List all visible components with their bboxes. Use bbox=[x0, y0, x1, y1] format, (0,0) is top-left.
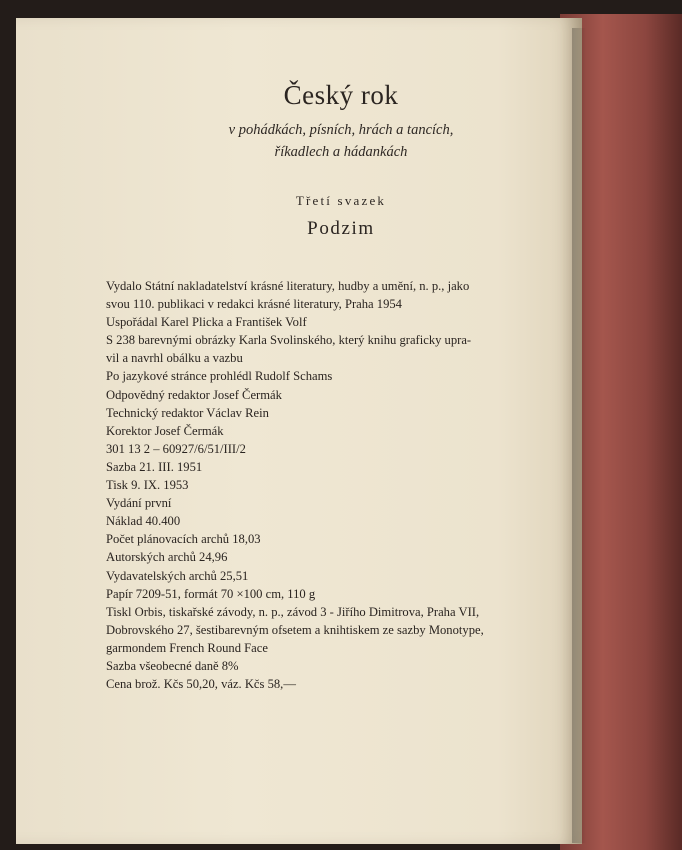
imprint-line: Autorských archů 24,96 bbox=[106, 550, 228, 565]
imprint-line: Korektor Josef Čermák bbox=[106, 423, 224, 438]
imprint-line: Odpovědný redaktor Josef Čermák bbox=[106, 387, 282, 402]
imprint-line: vil a navrhl obálku a vazbu bbox=[106, 351, 243, 366]
imprint-line: Papír 7209-51, formát 70 ×100 cm, 110 g bbox=[106, 586, 316, 601]
imprint-line: Náklad 40.400 bbox=[106, 514, 181, 529]
imprint-block bbox=[106, 277, 546, 693]
imprint-line: Uspořádal Karel Plicka a František Volf bbox=[106, 315, 307, 330]
imprint-line: Sazba 21. III. 1951 bbox=[106, 459, 203, 474]
imprint-line: S 238 barevnými obrázky Karla Svolinského, který knihu graficky upra- bbox=[106, 333, 472, 348]
imprint-line: Technický redaktor Václav Rein bbox=[106, 405, 269, 420]
imprint-line: Počet plánovacích archů 18,03 bbox=[106, 532, 261, 547]
imprint-line: Vydavatelských archů 25,51 bbox=[106, 568, 249, 583]
imprint-line: garmondem French Round Face bbox=[106, 640, 268, 655]
imprint-line: Po jazykové stránce prohlédl Rudolf Schams bbox=[106, 369, 333, 384]
imprint-line: Tisk 9. IX. 1953 bbox=[106, 478, 189, 493]
volume-title: Podzim bbox=[307, 218, 375, 239]
imprint-line: Vydalo Státní nakladatelství krásné literatury, hudby a umění, n. p., jako bbox=[106, 279, 470, 293]
volume-label: Třetí svazek bbox=[295, 193, 387, 208]
book-title: Český rok bbox=[283, 80, 399, 110]
imprint-line: Cena brož. Kčs 50,20, váz. Kčs 58,— bbox=[106, 677, 296, 692]
imprint-line: svou 110. publikaci v redakci krásné literatury, Praha 1954 bbox=[106, 297, 402, 312]
imprint-line: Vydání první bbox=[106, 496, 172, 511]
imprint-line: Tiskl Orbis, tiskařské závody, n. p., závod 3 - Jiřího Dimitrova, Praha VII, bbox=[106, 604, 480, 619]
book-subtitle-line-2: říkadlech a hádankách bbox=[274, 144, 408, 160]
book-subtitle-line-1: v pohádkách, písních, hrách a tancích, bbox=[228, 122, 454, 138]
imprint-line: Sazba všeobecné daně 8% bbox=[106, 658, 239, 673]
imprint-line: Dobrovského 27, šestibarevným ofsetem a knihtiskem ze sazby Monotype, bbox=[106, 622, 484, 637]
imprint-line: 301 13 2 – 60927/6/51/III/2 bbox=[106, 441, 246, 456]
